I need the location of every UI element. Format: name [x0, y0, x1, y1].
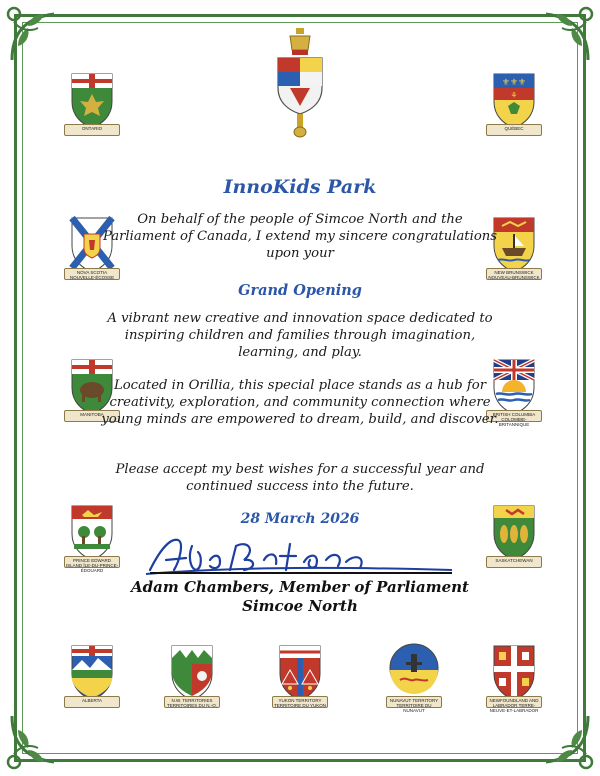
- description-paragraph: A vibrant new creative and innovation space dedicated to inspiring children and families through imagination, learning, and play.: [107, 311, 493, 360]
- nwt-shield-icon: [162, 640, 222, 702]
- yukon-shield-icon: [270, 640, 330, 702]
- quebec-arms: [484, 68, 544, 144]
- signer-block: [100, 578, 500, 616]
- alberta-arms: [62, 640, 122, 716]
- newfoundland-label: NEWFOUNDLAND AND LABRADOR TERRE-NEUVE-ET-LABRADOR: [486, 696, 542, 708]
- intro-paragraph: On behalf of the people of Simcoe North and the Parliament of Canada, I extend my sincere congratulations upon your: [102, 212, 498, 261]
- newfoundland-shield-icon: [484, 640, 544, 702]
- manitoba-label: MANITOBA: [64, 410, 120, 422]
- quebec-label: QUÉBEC: [486, 124, 542, 136]
- british-columbia-label: BRITISH COLUMBIA COLOMBIE-BRITANNIQUE: [486, 410, 542, 422]
- ontario-shield-icon: [62, 68, 122, 130]
- saskatchewan-label: SASKATCHEWAN: [486, 556, 542, 568]
- signer-riding: Simcoe North: [242, 597, 358, 615]
- event-heading: Grand Opening: [238, 282, 362, 299]
- signature-line: [150, 572, 452, 574]
- alberta-shield-icon: [62, 640, 122, 702]
- alberta-label: ALBERTA: [64, 696, 120, 708]
- corner-ornament-top-right: [532, 4, 596, 68]
- nunavut-shield-icon: [384, 640, 444, 702]
- pei-shield-icon: [62, 500, 122, 562]
- new-brunswick-label: NEW BRUNSWICK NOUVEAU-BRUNSWICK: [486, 268, 542, 280]
- certificate-title: InnoKids Park: [223, 176, 377, 198]
- parliament-crest-icon: [272, 26, 328, 140]
- certificate-date: 28 March 2026: [240, 511, 360, 527]
- nova-scotia-label: NOVA SCOTIA NOUVELLE-ÉCOSSE: [64, 268, 120, 280]
- signer-name: Adam Chambers, Member of Parliament: [131, 578, 469, 596]
- yukon-arms: [270, 640, 330, 716]
- corner-ornament-bottom-left: [4, 708, 68, 772]
- location-paragraph: Located in Orillia, this special place stands as a hub for creativity, exploration, and community connection where young minds are empowered to dream, build, and discover.: [101, 378, 499, 427]
- nwt-arms: [162, 640, 222, 716]
- corner-ornament-top-left: [4, 4, 68, 68]
- svg-text:⚜⚜⚜: ⚜⚜⚜: [501, 78, 527, 88]
- saskatchewan-shield-icon: [484, 500, 544, 562]
- ontario-arms: [62, 68, 122, 144]
- pei-label: PRINCE EDWARD ISLAND ÎLE-DU-PRINCE-ÉDOUARD: [65, 558, 119, 573]
- yukon-label: YUKON TERRITORY TERRITOIRE DU YUKON: [273, 698, 327, 708]
- nunavut-label: NUNAVUT TERRITORY TERRITOIRE DU NUNAVUT: [386, 696, 442, 708]
- svg-text:⚘: ⚘: [510, 91, 518, 100]
- nunavut-arms: [384, 640, 444, 716]
- corner-ornament-bottom-right: [532, 708, 596, 772]
- ontario-label: ONTARIO: [64, 124, 120, 136]
- quebec-shield-icon: [484, 68, 544, 130]
- nwt-label: N.W. TERRITORIES TERRITOIRES DU N.-O.: [164, 696, 220, 708]
- wishes-paragraph: Please accept my best wishes for a successful year and continued success into the future.: [115, 462, 485, 494]
- newfoundland-arms: [484, 640, 544, 716]
